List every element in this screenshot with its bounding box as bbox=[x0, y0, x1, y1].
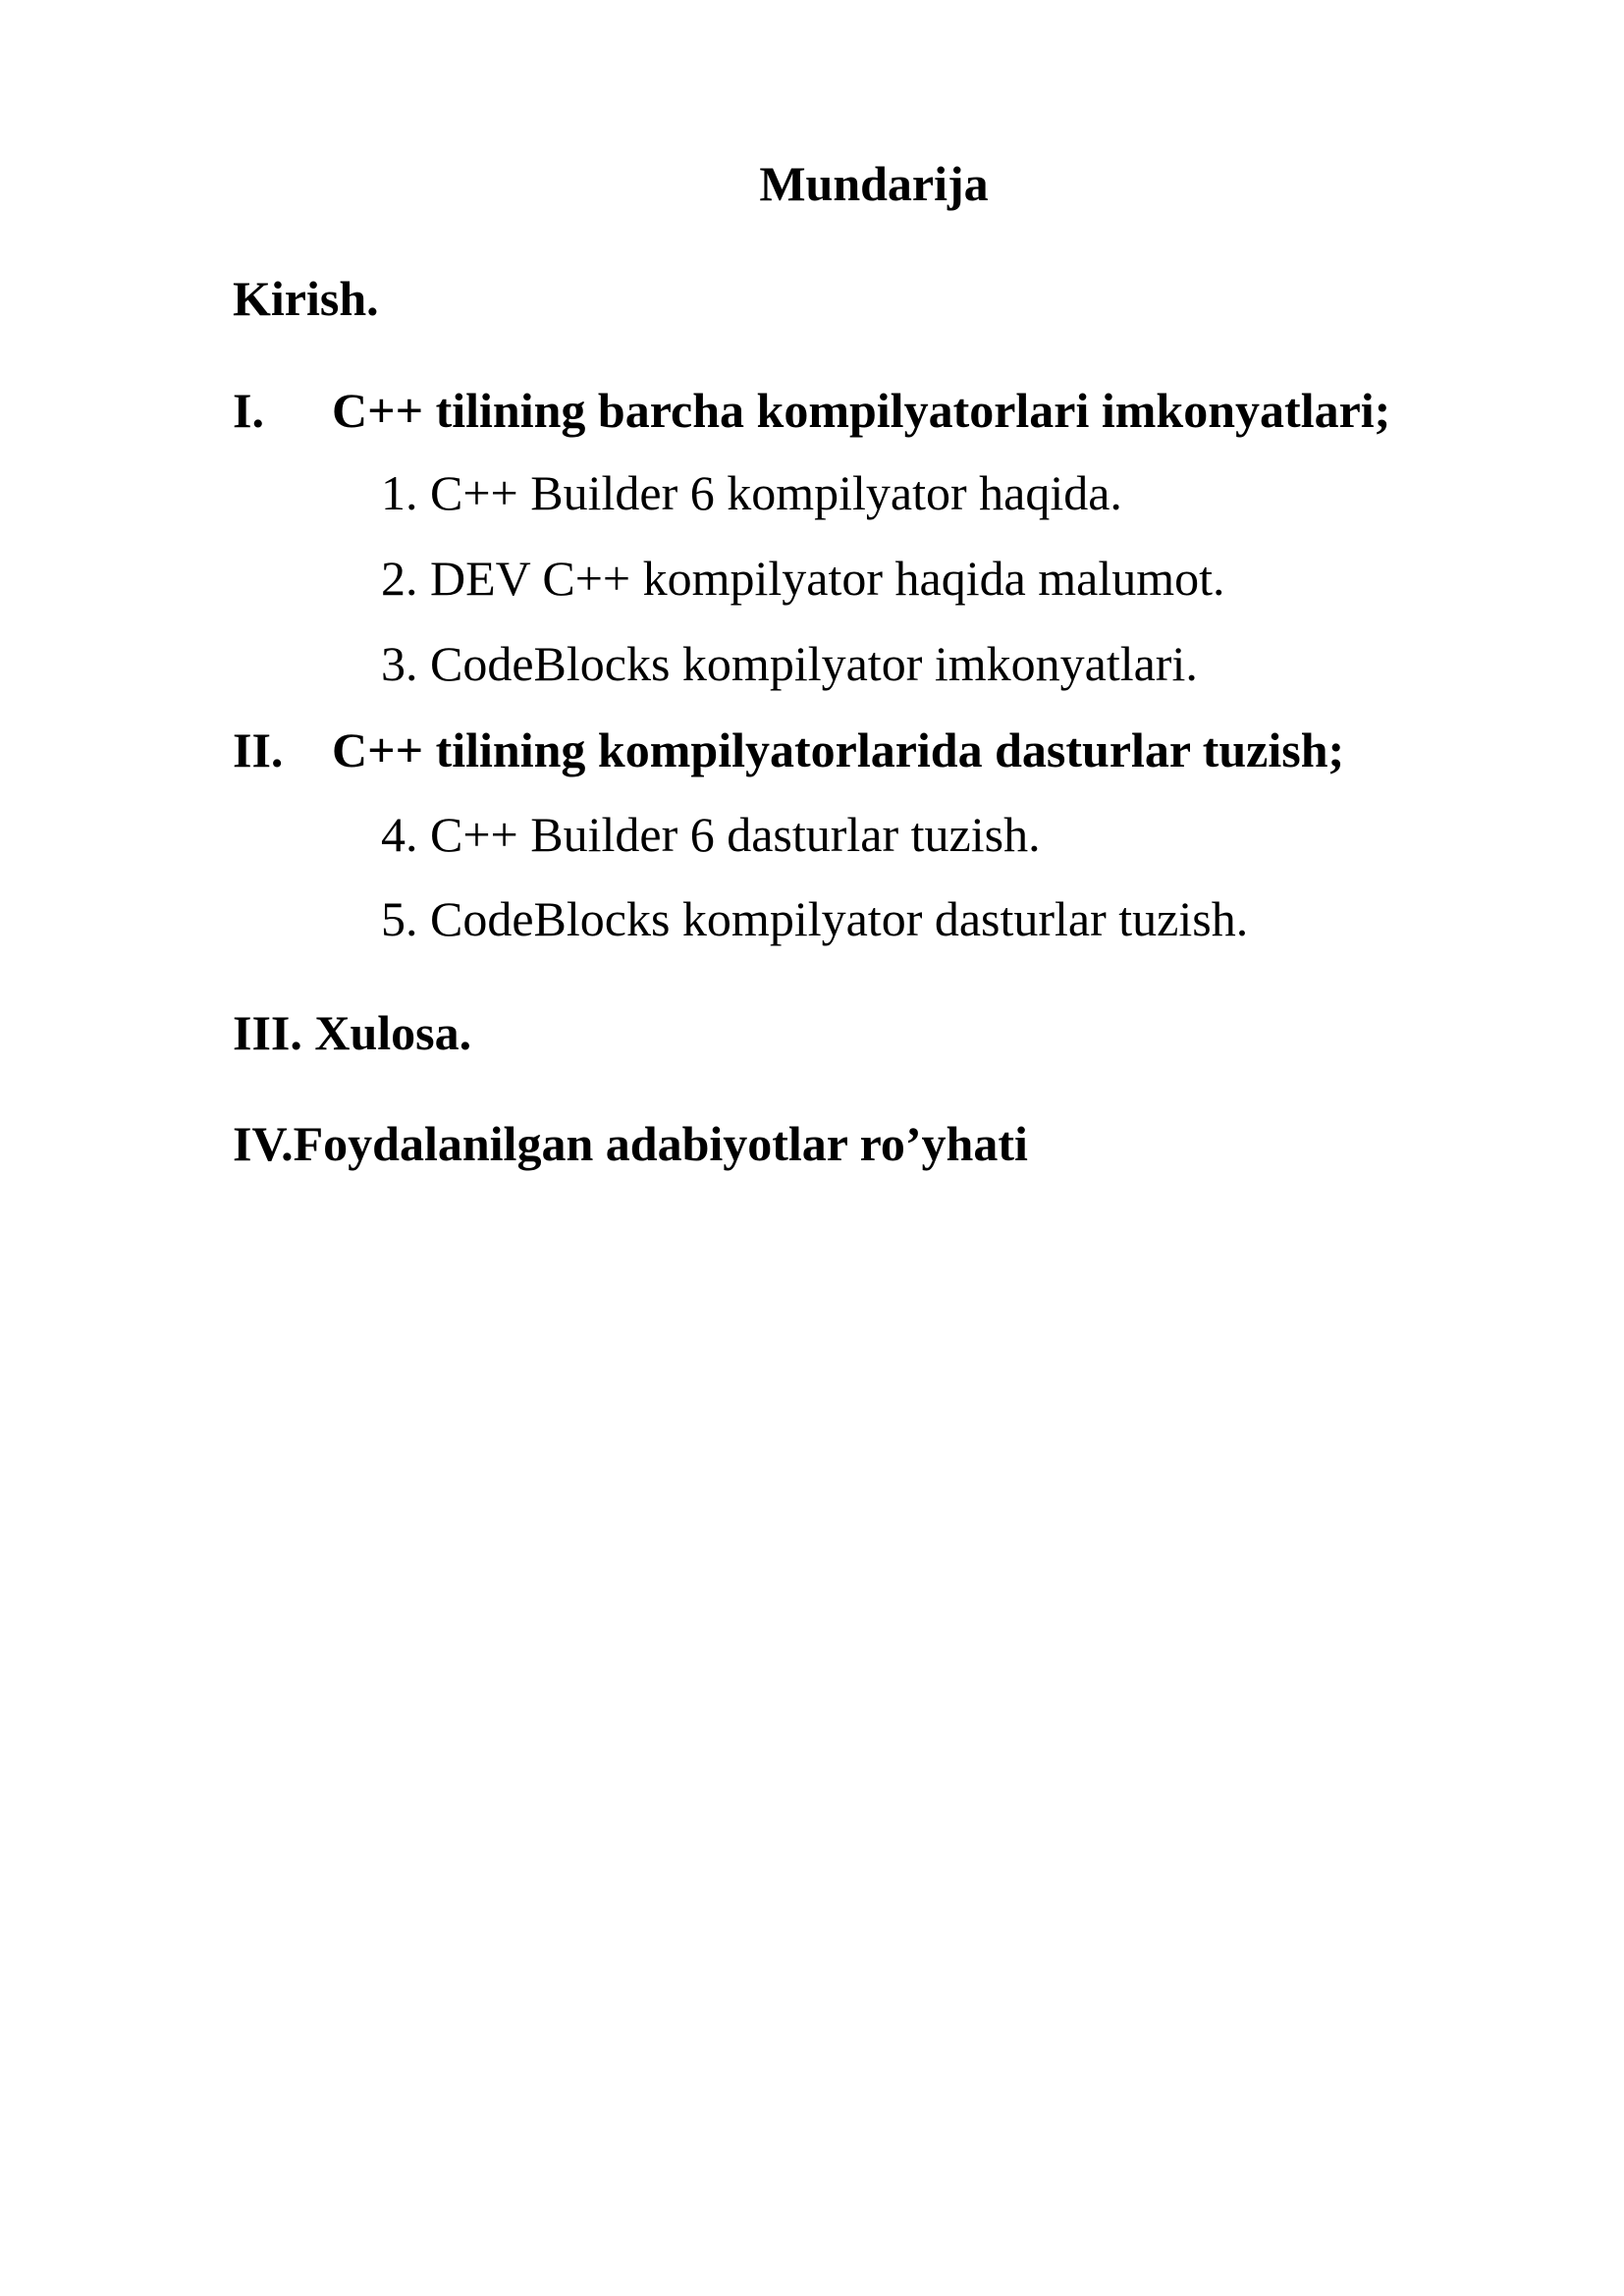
toc-entry-references: IV.Foydalanilgan adabiyotlar ro’yhati bbox=[233, 1116, 1028, 1171]
toc-section-2 bbox=[233, 716, 1344, 784]
page-title: Mundarija bbox=[759, 156, 989, 211]
toc-entry-intro: Kirish. bbox=[233, 271, 379, 326]
toc-item-2: 2. DEV C++ kompilyator haqida malumot. bbox=[381, 551, 1225, 606]
toc-item-3: 3. CodeBlocks kompilyator imkonyatlari. bbox=[381, 636, 1198, 691]
toc-section-1-heading: C++ tilining barcha kompilyatorlari imkonyatlari; bbox=[332, 383, 1391, 438]
toc-item-1: 1. C++ Builder 6 kompilyator haqida. bbox=[381, 465, 1122, 520]
toc-entry-conclusion: III. Xulosa. bbox=[233, 1005, 472, 1060]
toc-section-2-heading: C++ tilining kompilyatorlarida dasturlar tuzish; bbox=[332, 722, 1345, 777]
toc-item-5: 5. CodeBlocks kompilyator dasturlar tuzish. bbox=[381, 891, 1249, 946]
toc-section-2-numeral: II. bbox=[233, 722, 284, 777]
toc-section-1 bbox=[233, 376, 1390, 445]
toc-section-1-numeral: I. bbox=[233, 383, 264, 438]
toc-item-4: 4. C++ Builder 6 dasturlar tuzish. bbox=[381, 807, 1041, 862]
